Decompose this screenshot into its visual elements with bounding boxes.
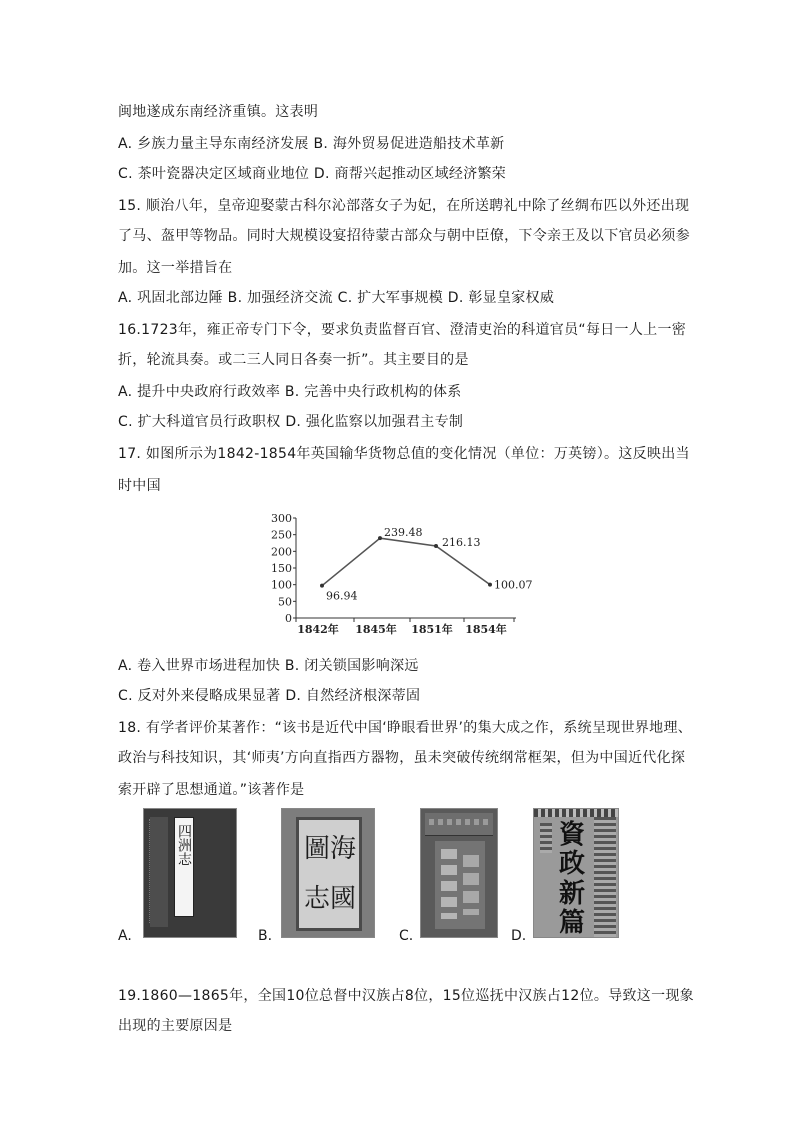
text-line: 17. 如图所示为1842-1854年英国输华货物总值的变化情况（单位：万英镑）。这反映出当 [118,446,690,462]
book-a-image[interactable] [143,808,237,938]
data-point [434,544,438,548]
text-line: 索开辟了思想通道。”该著作是 [118,782,305,798]
book-b-char: 海 [330,834,357,864]
text-line: C. 反对外来侵略成果显著 D. 自然经济根深蒂固 [118,688,421,704]
text-line: A. 乡族力量主导东南经济发展 B. 海外贸易促进造船技术革新 [118,136,505,152]
text-line: A. 卷入世界市场进程加快 B. 闭关锁国影响深远 [118,658,419,674]
book-d-char: 篇 [558,907,585,938]
book-b-image[interactable] [281,808,375,938]
y-tick-label: 100 [271,578,292,592]
text-line: C. 茶叶瓷器决定区域商业地位 D. 商帮兴起推动区域经济繁荣 [118,166,507,182]
text-line: A. 提升中央政府行政效率 B. 完善中央行政机构的体系 [118,384,462,400]
book-d-char: 資 [558,820,585,850]
y-tick-label: 50 [278,595,292,609]
x-tick-label: 1854年 [465,623,507,636]
book-b-char: 志 [304,884,331,914]
book-a-title: 四洲志 [174,817,194,917]
chart-svg [268,508,533,640]
text-line: 加。这一举措旨在 [118,260,233,276]
book-d-char: 政 [558,849,585,880]
text-line: 16.1723年，雍正帝专门下令，要求负责监督百官、澄清吏治的科道官员“每日一人上一密 [118,322,687,338]
book-b-char: 國 [330,884,357,914]
text-line: 折，轮流具奏。或二三人同日各奏一折”。其主要目的是 [118,352,469,368]
text-line: 18. 有学者评价某著作：“该书是近代中国‘睁眼看世界’的集大成之作，系统呈现世界地理、 [118,720,693,736]
y-tick-label: 0 [285,612,292,625]
export-value-line-chart [268,508,533,640]
y-tick-label: 300 [271,512,292,525]
data-label: 239.48 [384,526,423,540]
y-tick-label: 250 [271,528,292,542]
text-line: 15. 顺治八年，皇帝迎娶蒙古科尔沁部落女子为妃，在所送聘礼中除了丝绸布匹以外还出现 [118,198,690,214]
data-label: 96.94 [326,589,358,603]
y-tick-label: 200 [271,545,292,559]
text-line: 19.1860—1865年，全国10位总督中汉族占8位，15位巡抚中汉族占12位。导致这一现象 [118,988,694,1004]
data-label: 100.07 [494,578,533,592]
x-tick-label: 1851年 [411,623,453,636]
text-line: 了马、盔甲等物品。同时大规模设宴招待蒙古部众与朝中臣僚，下令亲王及以下官员必须参 [118,228,690,244]
data-label: 216.13 [442,535,481,549]
text-line: A. 巩固北部边陲 B. 加强经济交流 C. 扩大军事规模 D. 彰显皇家权威 [118,290,555,306]
data-point [488,583,492,587]
text-line: 政治与科技知识，其‘师夷’方向直指西方器物，虽未突破传统纲常框架，但为中国近代化探 [118,750,686,766]
book-c-image[interactable] [420,808,498,938]
x-tick-label: 1842年 [297,623,339,636]
text-line: C. 扩大科道官员行政职权 D. 强化监察以加强君主专制 [118,414,464,430]
text-line: 时中国 [118,478,161,494]
book-b-title [304,825,357,925]
option-a-letter: A. [118,928,132,944]
book-d-title [552,821,592,937]
x-tick-label: 1845年 [355,623,397,636]
y-tick-label: 150 [271,562,292,575]
option-b-letter: B. [258,928,273,944]
data-point [378,536,382,540]
text-line: 出现的主要原因是 [118,1018,233,1034]
data-point [320,584,324,588]
book-d-image[interactable] [533,808,619,938]
text-line: 闽地遂成东南经济重镇。这表明 [118,104,319,120]
book-b-char: 圖 [304,834,331,864]
book-d-char: 新 [558,878,585,909]
option-c-letter: C. [399,928,414,944]
option-d-letter: D. [511,928,527,944]
